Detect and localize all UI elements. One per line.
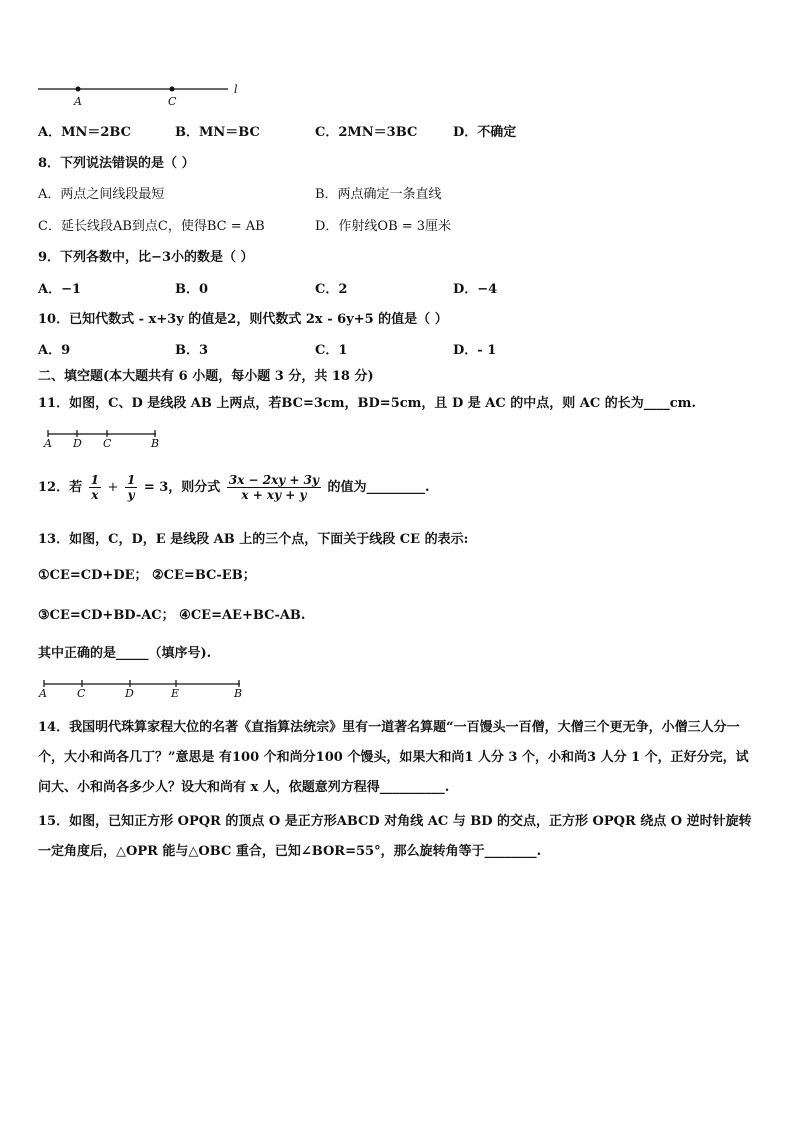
q13-options-2: ③CE=CD+BD-AC； ④CE=AE+BC-AB.	[38, 608, 306, 623]
q8-option-d: D．作射线OB = 3厘米	[315, 219, 452, 234]
q9-option-d: D．−4	[453, 282, 498, 297]
q12-suffix: 的值为_________.	[327, 480, 430, 495]
q8-stem: 8．下列说法错误的是（ ）	[38, 156, 195, 171]
q11-text: 11．如图，C、D 是线段 AB 上两点，若BC=3cm，BD=5cm，且 D 是 AC 的中点，则 AC 的长为____cm.	[38, 396, 696, 411]
label-l: l	[234, 83, 238, 96]
q9-option-a: A．−1	[38, 282, 82, 297]
section-2-heading: 二、填空题(本大题共有 6 小题，每小题 3 分，共 18 分)	[38, 369, 374, 384]
q8-option-a: A．两点之间线段最短	[38, 187, 165, 202]
q12-fraction-2: $\frac{1}{y}$	[126, 473, 136, 502]
label-d: D	[125, 687, 134, 700]
q15-text: 15．如图，已知正方形 OPQR 的顶点 O 是正方形ABCD 对角线 AC 与 BD 的交点，正方形 OPQR 绕点 O 逆时针旋转一定角度后，△OPR 能与△OBC 重合，已知∠BOR=55°，那么旋转角等于________.	[38, 814, 752, 859]
q7-option-c: C．2MN＝3BC	[315, 125, 418, 140]
q12-text	[38, 470, 430, 506]
q10-option-c: C．1	[315, 343, 348, 358]
label-a: A	[74, 95, 82, 108]
q9-stem: 9．下列各数中，比−3小的数是（ ）	[38, 250, 254, 265]
label-c: C	[103, 437, 112, 450]
label-b: B	[234, 687, 243, 700]
q10-option-b: B．3	[175, 343, 209, 358]
q12-prefix: 12．若	[38, 480, 83, 495]
q10-stem: 10．已知代数式 - x+3y 的值是2，则代数式 2x - 6y+5 的值是（ ）	[38, 312, 448, 327]
label-b: B	[151, 437, 160, 450]
q9-option-b: B．0	[175, 282, 209, 297]
q8-option-b: B．两点确定一条直线	[315, 187, 442, 202]
label-c: C	[168, 95, 177, 108]
q13-segment-diagram	[36, 676, 251, 700]
label-e: E	[171, 687, 180, 700]
label-a: A	[39, 687, 47, 700]
q7-option-a: A．MN＝2BC	[38, 125, 131, 140]
q14-text: 14．我国明代珠算家程大位的名著《直指算法统宗》里有一道著名算题“一百馒头一百僧，大僧三个更无争，小僧三人分一个，大小和尚各几丁？”意思是 有100 个和尚分100 个馒头，如果大和尚1 人分 3 个，小和尚3 人分 1 个，正好分完，试问大、小和尚各多少人？设大和尚有 x 人，依题意列方程得__________.	[38, 720, 749, 795]
line-l-diagram	[36, 78, 246, 110]
point-c	[170, 87, 175, 92]
q10-option-d: D．- 1	[453, 343, 497, 358]
q13-answer-line: 其中正确的是_____（填序号).	[38, 646, 212, 661]
q12-eq: = 3，则分式	[143, 480, 221, 495]
q12-plus: +	[107, 480, 119, 495]
label-a: A	[44, 437, 52, 450]
q13-options-1: ①CE=CD+DE； ②CE=BC-EB；	[38, 568, 256, 583]
label-d: D	[73, 437, 82, 450]
q7-option-b: B．MN＝BC	[175, 125, 260, 140]
q8-option-c: C．延长线段AB到点C，使得BC = AB	[38, 219, 265, 234]
q11-segment-diagram	[42, 428, 167, 452]
q12-fraction-3: $\frac{3x - 2xy + 3y}{x + xy + y}$	[228, 473, 319, 502]
point-a	[76, 87, 81, 92]
q7-option-d: D．不确定	[453, 125, 517, 140]
q13-stem: 13．如图，C，D，E 是线段 AB 上的三个点，下面关于线段 CE 的表示:	[38, 532, 469, 547]
q12-fraction-1: $\frac{1}{x}$	[90, 473, 99, 502]
label-c: C	[77, 687, 86, 700]
q9-option-c: C．2	[315, 282, 348, 297]
q10-option-a: A．9	[38, 343, 71, 358]
